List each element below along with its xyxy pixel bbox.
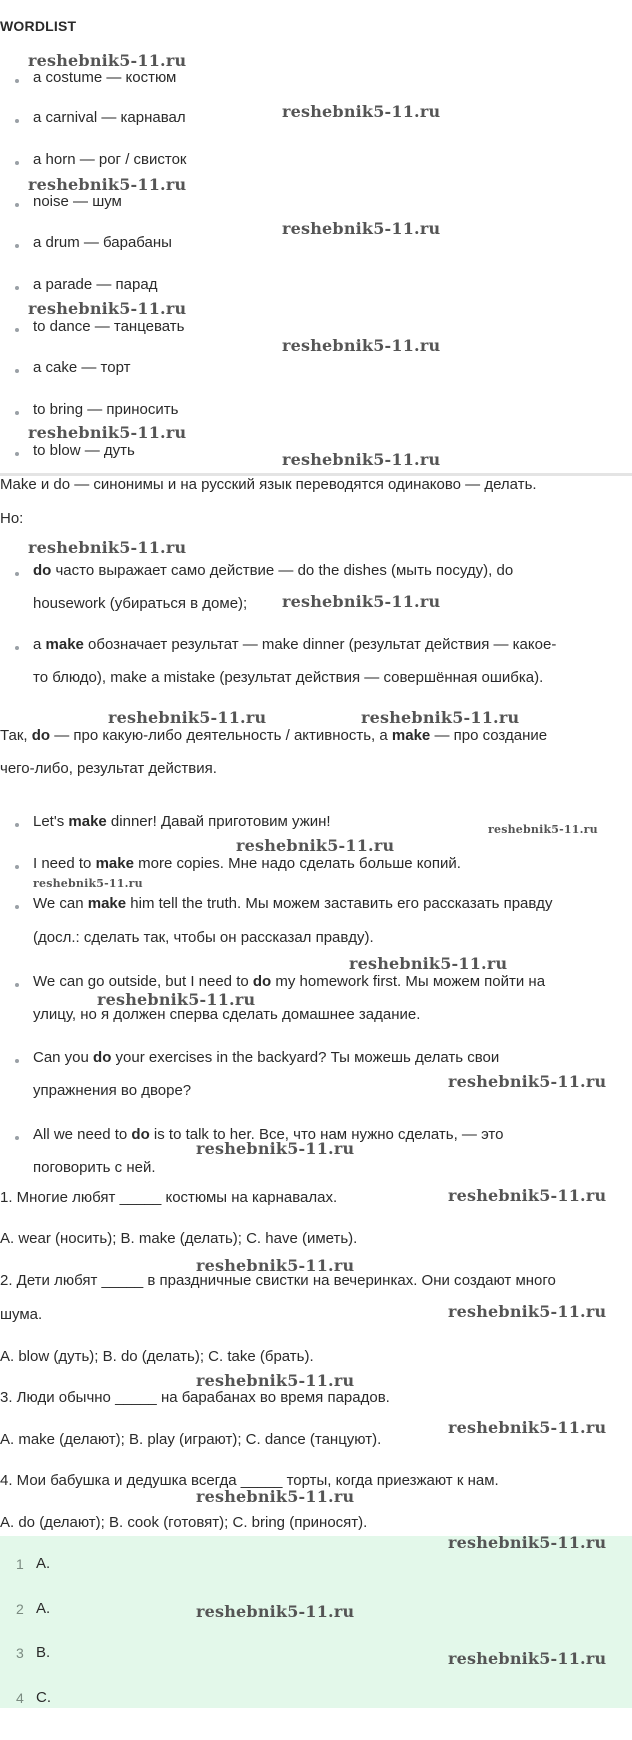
watermark: reshebnik5-11.ru — [448, 1533, 607, 1552]
bullet-icon — [15, 452, 19, 456]
make-bullet-line2: то блюдо), make a mistake (результат действия — совершённая ошибка). — [33, 669, 544, 686]
watermark: reshebnik5-11.ru — [282, 336, 441, 355]
watermark: reshebnik5-11.ru — [196, 1487, 355, 1506]
page-title: WORDLIST — [0, 18, 77, 34]
answer-number: 1 — [16, 1556, 24, 1572]
question-text-cont: шума. — [0, 1306, 43, 1323]
answers-table — [0, 1536, 632, 1708]
example-item-cont: улицу, но я должен сперва сделать домашнее задание. — [33, 1006, 421, 1023]
watermark: reshebnik5-11.ru — [282, 102, 441, 121]
watermark: reshebnik5-11.ru — [33, 877, 143, 890]
question-options: A. blow (дуть); B. do (делать); C. take (брать). — [0, 1348, 314, 1365]
bullet-icon — [15, 328, 19, 332]
list-item: a costume — костюм — [33, 69, 177, 86]
example-item: I need to make more copies. Мне надо сделать больше копий. — [33, 855, 461, 872]
watermark: reshebnik5-11.ru — [97, 990, 256, 1009]
bullet-icon — [15, 369, 19, 373]
question-text: 1. Многие любят _____ костюмы на карнавалах. — [0, 1189, 338, 1206]
answer-value: B. — [36, 1644, 51, 1661]
watermark: reshebnik5-11.ru — [196, 1371, 355, 1390]
example-item: All we need to do is to talk to her. Все, что нам нужно сделать, — это — [33, 1126, 504, 1143]
watermark: reshebnik5-11.ru — [448, 1418, 607, 1437]
question-text: 2. Дети любят _____ в праздничные свистки на вечеринках. Они создают много — [0, 1272, 556, 1289]
example-item: We can make him tell the truth. Мы можем заставить его рассказать правду — [33, 895, 553, 912]
bullet-icon — [15, 572, 19, 576]
bullet-icon — [15, 244, 19, 248]
watermark: reshebnik5-11.ru — [196, 1139, 355, 1158]
list-item: noise — шум — [33, 193, 122, 210]
summary-line2: чего-либо, результат действия. — [0, 760, 217, 777]
watermark: reshebnik5-11.ru — [28, 51, 187, 70]
answer-value: C. — [36, 1689, 51, 1706]
list-item: to blow — дуть — [33, 442, 135, 459]
watermark: reshebnik5-11.ru — [28, 538, 187, 557]
watermark: reshebnik5-11.ru — [108, 708, 267, 727]
list-item: to dance — танцевать — [33, 318, 185, 335]
list-item: a parade — парад — [33, 276, 158, 293]
list-item: a carnival — карнавал — [33, 109, 186, 126]
question-text: 3. Люди обычно _____ на барабанах во время парадов. — [0, 1389, 390, 1406]
bullet-icon — [15, 411, 19, 415]
make-bullet-line1: a make обозначает результат — make dinner (результат действия — какое- — [33, 636, 557, 653]
answer-number: 4 — [16, 1690, 24, 1706]
bullet-icon — [15, 203, 19, 207]
example-item: We can go outside, but I need to do my homework first. Мы можем пойти на — [33, 973, 546, 990]
watermark: reshebnik5-11.ru — [488, 823, 598, 836]
watermark: reshebnik5-11.ru — [28, 175, 187, 194]
do-bullet-line2: housework (убираться в доме); — [33, 595, 248, 612]
bullet-icon — [15, 646, 19, 650]
do-bullet-line1: do часто выражает само действие — do the dishes (мыть посуду), do — [33, 562, 514, 579]
bullet-icon — [15, 1136, 19, 1140]
bullet-icon — [15, 119, 19, 123]
question-options: A. wear (носить); B. make (делать); C. have (иметь). — [0, 1230, 358, 1247]
bullet-icon — [15, 286, 19, 290]
theory-but: Но: — [0, 510, 24, 527]
question-options: A. do (делают); B. cook (готовят); C. bring (приносят). — [0, 1514, 368, 1531]
bullet-icon — [15, 905, 19, 909]
summary-line1: Так, do — про какую-либо деятельность / активность, а make — про создание — [0, 727, 548, 744]
watermark: reshebnik5-11.ru — [448, 1649, 607, 1668]
bullet-icon — [15, 161, 19, 165]
list-item: to bring — приносить — [33, 401, 179, 418]
answer-number: 2 — [16, 1601, 24, 1617]
example-item-cont: поговорить с ней. — [33, 1159, 156, 1176]
answer-value: A. — [36, 1600, 51, 1617]
watermark: reshebnik5-11.ru — [361, 708, 520, 727]
watermark: reshebnik5-11.ru — [196, 1256, 355, 1275]
list-item: a horn — рог / свисток — [33, 151, 187, 168]
watermark: reshebnik5-11.ru — [282, 219, 441, 238]
bullet-icon — [15, 865, 19, 869]
list-item: a drum — барабаны — [33, 234, 172, 251]
bullet-icon — [15, 983, 19, 987]
watermark: reshebnik5-11.ru — [448, 1302, 607, 1321]
bullet-icon — [15, 823, 19, 827]
example-item: Let's make dinner! Давай приготовим ужин! — [33, 813, 331, 830]
watermark: reshebnik5-11.ru — [448, 1186, 607, 1205]
question-options: A. make (делают); B. play (играют); C. dance (танцуют). — [0, 1431, 382, 1448]
example-item-cont: упражнения во дворе? — [33, 1082, 192, 1099]
watermark: reshebnik5-11.ru — [28, 299, 187, 318]
theory-intro: Make и do — синонимы и на русский язык переводятся одинаково — делать. — [0, 476, 537, 493]
watermark: reshebnik5-11.ru — [349, 954, 508, 973]
watermark: reshebnik5-11.ru — [236, 836, 395, 855]
watermark: reshebnik5-11.ru — [28, 423, 187, 442]
example-item-cont: (досл.: сделать так, чтобы он рассказал правду). — [33, 929, 374, 946]
example-item: Can you do your exercises in the backyard? Ты можешь делать свои — [33, 1049, 500, 1066]
list-item: a cake — торт — [33, 359, 131, 376]
watermark: reshebnik5-11.ru — [282, 592, 441, 611]
watermark: reshebnik5-11.ru — [282, 450, 441, 469]
bullet-icon — [15, 79, 19, 83]
bullet-icon — [15, 1059, 19, 1063]
answer-number: 3 — [16, 1645, 24, 1661]
answer-value: A. — [36, 1555, 51, 1572]
question-text: 4. Мои бабушка и дедушка всегда _____ торты, когда приезжают к нам. — [0, 1472, 499, 1489]
watermark: reshebnik5-11.ru — [448, 1072, 607, 1091]
watermark: reshebnik5-11.ru — [196, 1602, 355, 1621]
